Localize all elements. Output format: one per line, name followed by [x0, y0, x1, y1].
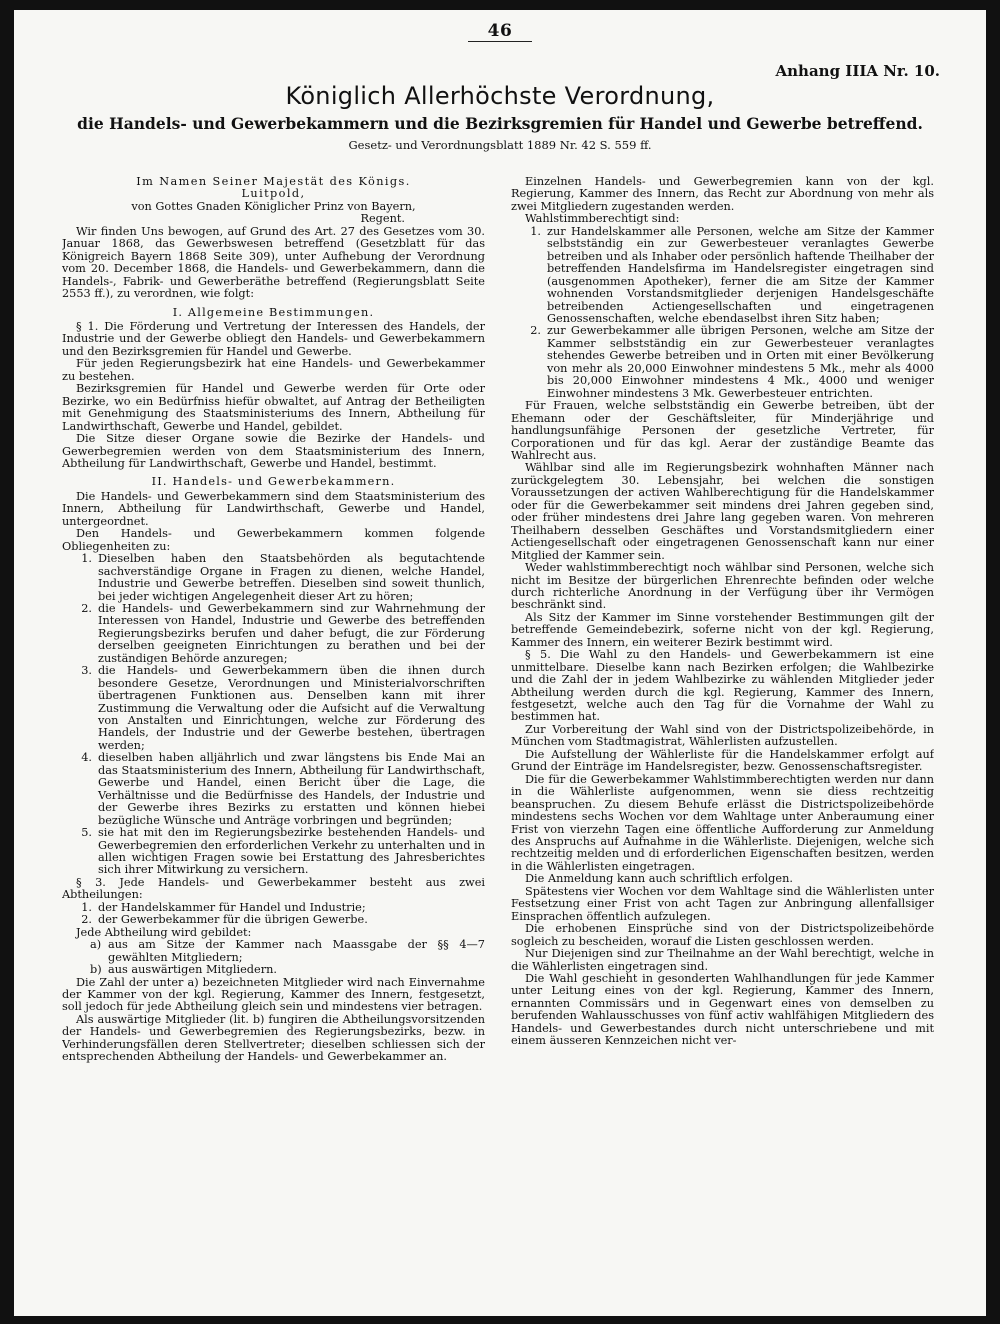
paragraph: Den Handels- und Gewerbekammern kommen folgende Obliegenheiten zu:	[62, 527, 485, 553]
document-page	[14, 10, 986, 1316]
paragraph: Die Zahl der unter a) bezeichneten Mitglieder wird nach Einvernahme der Kammer von der kgl. Regierung, Kammer des Innern, festgesetzt, soll jedoch für jede Abtheilung gleich sein und mindestens vier betragen.	[62, 975, 485, 1014]
paragraph: Wahlstimmberechtigt sind:	[525, 212, 680, 226]
list-item	[511, 226, 934, 326]
list-number: 3.	[81, 664, 92, 678]
list-number: 2.	[530, 324, 541, 338]
paragraph: Die Wahl geschieht in gesonderten Wahlhandlungen für jede Kammer unter Leitung eines von der kgl. Regierung, Kammer des Innern, ernannten Commissärs und in Gegenwart eines von demselben zu berufenden Wahlausschusses von fünf activ wahlfähigen Mitgliedern des Handels- und Gewerbestandes durch nicht unterschriebene und mit einem äusseren Kennzeichen nicht ver-	[511, 972, 934, 1048]
sub-list-letter: b)	[90, 963, 102, 977]
paragraph: Die Sitze dieser Organe sowie die Bezirke der Handels- und Gewerbegremien werden von dem Staatsministerium des Innern, Abtheilung für Landwirthschaft, Gewerbe und Handel, bestimmt.	[62, 432, 485, 470]
paragraph: Einzelnen Handels- und Gewerbegremien kann von der kgl. Regierung, Kammer des Innern, das Recht zur Abordnung von mehr als zwei Mitgliedern zugestanden werden.	[511, 176, 934, 213]
list-text: der Gewerbekammer für die übrigen Gewerbe.	[98, 913, 368, 927]
intro-regent-name: Luitpold,	[241, 187, 306, 201]
list-text: die Handels- und Gewerbekammern sind zur Wahrnehmung der Interessen von Handel, Industrie und Gewerbe des betreffenden Regierungsbezirks berufen und daher befugt, die zur Förderung derselben geeigneten Einrichtungen zu berathen und bei der zuständigen Behörde anzuregen;	[98, 601, 485, 665]
paragraph: Als Sitz der Kammer im Sinne vorstehender Bestimmungen gilt der betreffende Gemeindebezirk, soferne nicht von der kgl. Regierung, Kammer des Innern, ein weiterer Bezirk bestimmt wird.	[511, 610, 934, 649]
paragraph: Wir finden Uns bewogen, auf Grund des Art. 27 des Gesetzes vom 30. Januar 1868, das Gewerbswesen betreffend (Gesetzblatt für das Königreich Bayern 1868 Seite 309), unter Aufhebung der Verordnung vom 20. December 1868, die Handels- und Gewerbekammern, dann die Handels-, Fabrik- und Gewerberäthe betreffend (Regierungsblatt Seite 2553 ff.), zu verordnen, wie folgt:	[62, 224, 485, 301]
list-text: zur Handelskammer alle Personen, welche am Sitze der Kammer selbstständig ein zur Gewerbesteuer veranlagtes Gewerbe betreiben und als Inhaber oder persönlich haftende Theilhaber der betreffenden Handelsfirma im Handelsregister eingetragen sind (ausgenommen Apotheker), ferner die am Sitze der Kammer wohnenden Vorstandsmitglieder derjenigen Handelsgeschäfte betreibenden Actiengesellschaften und eingetragenen Genossenschaften, welche ebendaselbst ihren Sitz haben;	[547, 224, 934, 325]
section-heading: II. Handels- und Gewerbekammern.	[151, 475, 396, 489]
list-number: 1.	[81, 900, 92, 914]
list-number: 2.	[81, 601, 92, 615]
paragraph: Zur Vorbereitung der Wahl sind von der Districtspolizeibehörde, in München vom Stadtmagistrat, Wählerlisten aufzustellen.	[511, 722, 934, 749]
paragraph: Für Frauen, welche selbstständig ein Gewerbe betreiben, übt der Ehemann oder der Geschäftsleiter, für Minderjährige und handlungsunfähige Personen der gesetzliche Vertreter, für Corporationen und für das kgl. Aerar der zuständige Beamte das Wahlrecht aus.	[511, 399, 934, 462]
section-heading: I. Allgemeine Bestimmungen.	[172, 305, 375, 319]
appendix-label: Anhang IIIA Nr. 10.	[775, 62, 940, 80]
paragraph: Wählbar sind alle im Regierungsbezirk wohnhaften Männer nach zurückgelegtem 30. Lebensjahr, bei welchen die sonstigen Voraussetzungen der activen Wahlberechtigung für die Handelskammer oder für die Gewerbekammer seit mindens drei Jahren gegeben sind, oder früher mindestens drei Jahre lang gegeben waren. Von mehreren Theilhabern desselben Geschäftes und Vorstandsmitgliedern einer Actiengesellschaft oder eingetragenen Genossenschaft kann nur einer Mitglied der Kammer sein.	[511, 461, 934, 562]
paragraph: Für jeden Regierungsbezirk hat eine Handels- und Gewerbekammer zu bestehen.	[62, 357, 485, 383]
sub-list-item	[62, 964, 485, 976]
sub-list-text: aus am Sitze der Kammer nach Maassgabe der §§ 4—7 gewählten Mitgliedern;	[108, 938, 485, 964]
list-number: 1.	[81, 552, 92, 566]
list-item	[62, 603, 485, 665]
intro-line: von Gottes Gnaden Königlicher Prinz von Bayern,	[131, 199, 416, 213]
paragraph: Die Aufstellung der Wählerliste für die Handelskammer erfolgt auf Grund der Einträge im Handelsregister, bezw. Genossenschaftsregister.	[511, 747, 934, 774]
sub-list-text: aus auswärtigen Mitgliedern.	[108, 963, 277, 977]
page-number: 46	[14, 21, 986, 41]
paragraph: Bezirksgremien für Handel und Gewerbe werden für Orte oder Bezirke, wo ein Bedürfniss hiefür obwaltet, auf Antrag der Betheiligten mit Genehmigung des Staatsministeriums des Innern, Abtheilung für Landwirthschaft, Gewerbe und Handel, gebildet.	[62, 382, 485, 433]
list-number: 1.	[530, 224, 541, 238]
list-item	[62, 553, 485, 603]
intro-line: Im Namen Seiner Majestät des Königs.	[136, 176, 411, 188]
list-number: 2.	[81, 913, 92, 927]
list-item	[62, 827, 485, 877]
intro-line: Regent.	[360, 212, 405, 226]
paragraph: Als auswärtige Mitglieder (lit. b) fungiren die Abtheilungsvorsitzenden der Handels- und Gewerbegremien des Regierungsbezirks, bezw. in Verhinderungsfällen deren Stellvertreter; dieselben schliessen sich der entsprechenden Abtheilung der Handels- und Gewerbekammer an.	[62, 1012, 485, 1064]
sub-list-letter: a)	[90, 938, 102, 952]
left-column	[62, 176, 485, 1311]
paragraph: Nur Diejenigen sind zur Theilnahme an der Wahl berechtigt, welche in die Wählerlisten eingetragen sind.	[511, 947, 934, 973]
sub-list-item	[62, 939, 485, 964]
list-text: sie hat mit den im Regierungsbezirke bestehenden Handels- und Gewerbegremien den erforderlichen Verkehr zu unterhalten und in allen wichtigen Fragen sowie bei Erstattung des Jahresberichtes sich ihrer Mitwirkung zu versichern.	[98, 826, 485, 877]
document-subtitle: die Handels- und Gewerbekammern und die Bezirksgremien für Handel und Gewerbe betreffend.	[77, 114, 923, 133]
list-text: dieselben haben alljährlich und zwar längstens bis Ende Mai an das Staatsministerium des Innern, Abtheilung für Landwirthschaft, Gewerbe und Handel, einen Bericht über die Lage, die Verhältnisse und die Bedürfnisse des Handels, der Industrie und der Gewerbe ihres Bezirks zu erstatten und können hiebei bezügliche Wünsche und Anträge vorbringen und begründen;	[98, 751, 485, 827]
list-item	[62, 665, 485, 752]
paragraph: Weder wahlstimmberechtigt noch wählbar sind Personen, welche sich nicht im Besitze der bürgerlichen Ehrenrechte befinden oder welche durch richterliche Anordnung in der Verfügung über ihr Vermögen beschränkt sind.	[511, 561, 934, 612]
paragraph: Spätestens vier Wochen vor dem Wahltage sind die Wählerlisten unter Festsetzung einer Frist von acht Tagen zur Anbringung allenfallsiger Einsprachen öffentlich aufzulegen.	[511, 884, 934, 923]
paragraph: § 5. Die Wahl zu den Handels- und Gewerbekammern ist eine unmittelbare. Dieselbe kann nach Bezirken erfolgen; die Wahlbezirke und die Zahl der in jedem Wahlbezirke zu wählenden Mitglieder jeder Abtheilung werden durch die kgl. Regierung, Kammer des Innern, festgesetzt, welche auch den Tag für die Vornahme der Wahl zu bestimmen hat.	[511, 648, 934, 724]
right-column	[511, 176, 934, 1311]
list-text: der Handelskammer für Handel und Industrie;	[98, 900, 366, 914]
list-number: 4.	[81, 751, 92, 765]
list-item	[62, 752, 485, 827]
list-item	[62, 914, 485, 926]
list-text: die Handels- und Gewerbekammern üben die ihnen durch besondere Gesetze, Verordnungen und Ministerialvorschriften übertragenen Funktionen aus. Denselben kann mit ihrer Zustimmung die Verwaltung oder die Aufsicht auf die Verwaltung von Anstalten und Einrichtungen, welche zur Förderung des Handels, der Industrie und der Gewerbe bestehen, übertragen werden;	[98, 664, 485, 752]
document-title: Königlich Allerhöchste Verordnung,	[285, 82, 715, 110]
paragraph: Die Handels- und Gewerbekammern sind dem Staatsministerium des Innern, Abtheilung für Landwirthschaft, Gewerbe und Handel, untergeordnet.	[62, 489, 485, 528]
source-citation: Gesetz- und Verordnungsblatt 1889 Nr. 42 S. 559 ff.	[348, 138, 652, 152]
paragraph: Jede Abtheilung wird gebildet:	[76, 925, 252, 939]
list-number: 5.	[81, 826, 92, 840]
list-item	[511, 325, 934, 400]
paragraph: Die Anmeldung kann auch schriftlich erfolgen.	[525, 872, 793, 886]
list-text: zur Gewerbekammer alle übrigen Personen, welche am Sitze der Kammer selbstständig ein zur Gewerbesteuer veranlagtes stehendes Gewerbe betreiben und in Orten mit einer Bevölkerung von mehr als 20,000 Einwohner mindestens 5 Mk., mehr als 4000 bis 20,000 Einwohner mindestens 4 Mk., 4000 und weniger Einwohner mindestens 3 Mk. Gewerbesteuer entrichten.	[547, 324, 934, 400]
paragraph: Die für die Gewerbekammer Wahlstimmberechtigten werden nur dann in die Wählerliste aufgenommen, wenn sie diess rechtzeitig beanspruchen. Zu diesem Behufe erlässt die Districtspolizeibehörde mindestens sechs Wochen vor dem Wahltage unter Anberaumung einer Frist von vierzehn Tagen eine öffentliche Aufforderung zur Anmeldung des Anspruchs auf Aufnahme in die Wählerliste. Diejenigen, welche sich rechtzeitig melden und di erforderlichen Eigenschaften besitzen, werden in die Wählerlisten eingetragen.	[511, 772, 934, 873]
paragraph: § 1. Die Förderung und Vertretung der Interessen des Handels, der Industrie und der Gewerbe obliegt den Handels- und Gewerbekammern und den Bezirksgremien für Handel und Gewerbe.	[62, 319, 485, 358]
list-text: Dieselben haben den Staatsbehörden als begutachtende sachverständige Organe in Fragen zu dienen, welche Handel, Industrie und Gewerbe betreffen. Dieselben sind soweit thunlich, bei jeder wichtigen Angelegenheit dieser Art zu hören;	[98, 552, 485, 603]
paragraph: Die erhobenen Einsprüche sind von der Districtspolizeibehörde sogleich zu bescheiden, worauf die Listen geschlossen werden.	[511, 922, 934, 948]
paragraph: § 3. Jede Handels- und Gewerbekammer besteht aus zwei Abtheilungen:	[62, 875, 485, 902]
